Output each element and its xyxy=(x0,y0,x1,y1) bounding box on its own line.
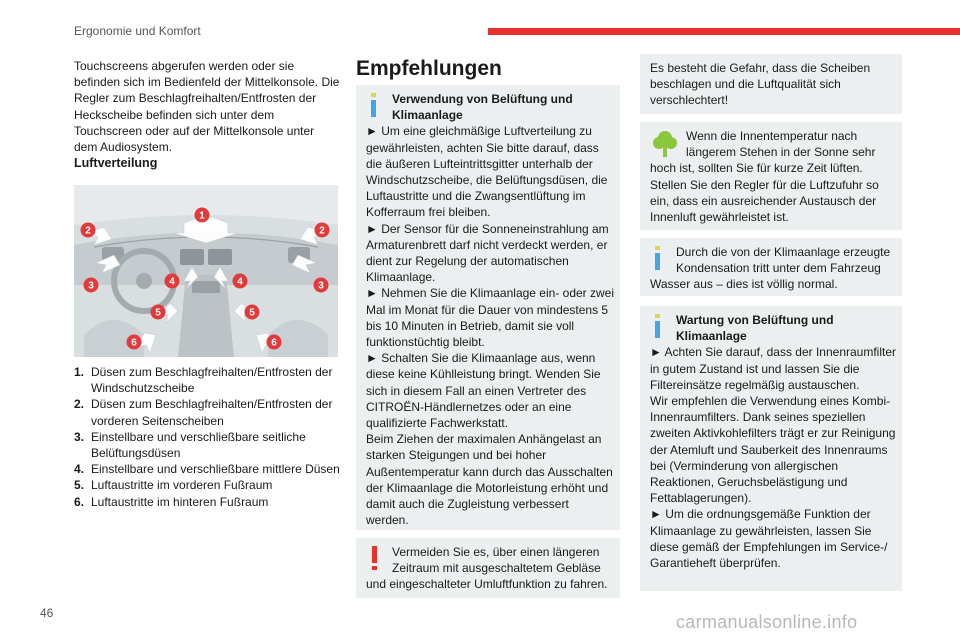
info-icon xyxy=(652,314,668,338)
info-box-condensation xyxy=(640,238,902,296)
maintenance-title: Wartung von Belüftung und Klimaanlage xyxy=(676,313,834,344)
legend-item: 1. Düsen zum Beschlagfreihalten/Entfrosten der Windschutzscheibe xyxy=(74,365,333,396)
badge-label-6-right: 6 xyxy=(271,337,277,349)
info-icon xyxy=(652,246,668,270)
legend-item: 2. Düsen zum Beschlagfreihalten/Entfrosten der vorderen Seitenscheiben xyxy=(74,397,333,428)
dashboard-illustration xyxy=(74,185,338,357)
info-icon xyxy=(368,93,384,117)
continuation-text: Es besteht die Gefahr, dass die Scheiben beschlagen und die Luftqualität sich verschlechtert! xyxy=(650,61,871,108)
air-distribution-diagram xyxy=(74,185,338,357)
eco-text: Wenn die Innentemperatur nach längerem Stehen in der Sonne sehr hoch ist, sollten Sie für kurze Zeit lüften. Stellen Sie den Regler für die Luftzufuhr so ein, dass ein ausreichender Austausch der Innenluft gewährleistet ist. xyxy=(650,129,879,225)
legend-item: 6. Luftaustritte im hinteren Fußraum xyxy=(74,494,269,509)
badge-label-2-right: 2 xyxy=(319,225,325,237)
diagram-legend xyxy=(74,364,340,510)
info-line: ► Um eine gleichmäßige Luftverteilung zu gewährleisten, achten Sie bitte darauf, dass die äußeren Lufteintrittsgitter unterhalb der Windschutzscheibe, die Belüftungsdüsen, die Luftaustritte und die Zwangsentlüftung im Kofferraum frei bleiben. xyxy=(366,124,608,220)
badge-label-2-left: 2 xyxy=(85,225,91,237)
info-box-maintenance xyxy=(640,306,902,591)
page-number: 46 xyxy=(40,606,54,620)
maintenance-line: ► Um die ordnungsgemäße Funktion der Klimaanlage zu gewährleisten, lassen Sie diese gemäß der Empfehlungen im Service-/ Garantieheft überprüfen. xyxy=(650,507,888,571)
badge-label-4-left: 4 xyxy=(169,276,175,288)
badge-label-1: 1 xyxy=(199,210,205,222)
warning-text: Vermeiden Sie es, über einen längeren Zeitraum mit ausgeschaltetem Gebläse und eingeschalteter Umluftfunktion zu fahren. xyxy=(366,545,608,592)
badge-label-3-right: 3 xyxy=(318,280,324,292)
info-line: ► Der Sensor für die Sonneneinstrahlung am Armaturenbrett darf nicht verdeckt werden, er dient zur Regelung der automatischen Klimaanlage. xyxy=(366,221,609,285)
column-left xyxy=(74,58,340,171)
badge-label-5-right: 5 xyxy=(249,307,255,319)
maintenance-line: Wir empfehlen die Verwendung eines Kombi-Innenraumfilters. Dank seines speziellen zweiten Aktivkohlefilters trägt er zur Reinigung der Atemluft und Sauberkeit des Innenraums bei (Verminderung von allergischen Reaktionen, Geruchsbelästigung und Fettablagerungen). xyxy=(650,394,896,506)
badge-label-3-left: 3 xyxy=(88,280,94,292)
header-title: Ergonomie und Komfort xyxy=(74,24,201,38)
info-line: ► Nehmen Sie die Klimaanlage ein- oder zwei Mal im Monat für die Dauer von mindestens 5 bis 10 Minuten in Betrieb, damit sie voll funktionstüchtig bleibt. xyxy=(366,286,615,350)
badge-label-6-left: 6 xyxy=(131,337,137,349)
intro-paragraph: Touchscreens abgerufen werden oder sie befinden sich im Bedienfeld der Mittelkonsole. Die Regler zum Beschlagfreihalten/Entfrosten der Heckscheibe befinden sich unter dem Touchscreen oder auf der Mittelkonsole unter dem Audiosystem. xyxy=(74,59,340,155)
luftverteilung-heading: Luftverteilung xyxy=(74,156,158,171)
eco-tree-icon xyxy=(652,130,678,158)
legend-item: 5. Luftaustritte im vorderen Fußraum xyxy=(74,478,273,493)
maintenance-line: ► Achten Sie darauf, dass der Innenraumfilter in gutem Zustand ist und lassen Sie die Filtereinsätze regelmäßig austauschen. xyxy=(650,345,897,392)
continuation-box xyxy=(640,54,902,114)
warning-box-recirculation xyxy=(356,538,620,598)
info-line: Beim Ziehen der maximalen Anhängelast an starken Steigungen und bei hoher Außentemperatur kann durch das Ausschalten der Klimaanlage die Motorleistung erhöht und damit auch die Zugleistung verbessert werden. xyxy=(366,432,613,528)
legend-item: 3. Einstellbare und verschließbare seitliche Belüftungsdüsen xyxy=(74,429,306,461)
info-line: ► Schalten Sie die Klimaanlage aus, wenn diese keine Kühlleistung bringt. Wenden Sie sich in diesem Fall an einen Vertreter des CITROËN-Händlernetzes oder an eine qualifizierte Fachwerkstatt. xyxy=(366,351,601,431)
condensation-text: Durch die von der Klimaanlage erzeugte Kondensation tritt unter dem Fahrzeug Wasser aus – dies ist völlig normal. xyxy=(650,245,891,292)
header-accent-bar xyxy=(488,28,960,35)
info-box-title: Verwendung von Belüftung und Klimaanlage xyxy=(392,92,573,123)
warning-icon xyxy=(368,546,384,570)
eco-box-ventilation xyxy=(640,122,902,230)
badge-label-4-right: 4 xyxy=(237,276,243,288)
badge-label-5-left: 5 xyxy=(155,307,161,319)
watermark: carmanualsonline.info xyxy=(676,612,858,632)
empfehlungen-heading: Empfehlungen xyxy=(356,57,502,80)
info-box-usage xyxy=(356,85,620,530)
legend-item: 4. Einstellbare und verschließbare mittlere Düsen xyxy=(74,462,340,477)
